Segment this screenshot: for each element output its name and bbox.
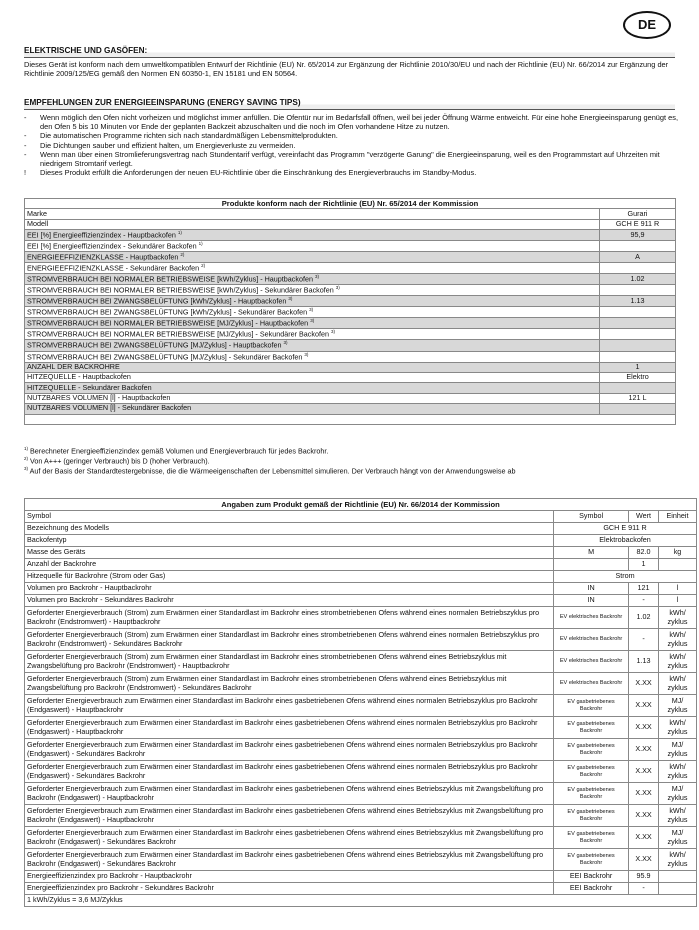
row-value: GCH E 911 R [554,523,697,535]
row-label-text: HITZEQUELLE - Hauptbackofen [27,372,131,382]
footnote-ref: 3) [310,318,315,324]
footnote-ref: 3) [330,329,335,335]
table-row [25,739,697,761]
row-label-text: NUTZBARES VOLUMEN [l] - Sekundärer Backofen [27,403,192,413]
header-unit: Einheit [659,511,697,523]
footnote-ref: 3) [288,296,293,302]
table-65-2014-title: Produkte konform nach der Richtlinie (EU) Nr. 65/2014 der Kommission [25,199,676,209]
row-unit: kWh/ zyklus [659,761,697,783]
row-value: X.XX [629,695,659,717]
table-row [25,547,697,559]
footnote-ref: 2) [201,263,206,269]
row-label-text: Marke [27,208,47,218]
table-row [25,209,676,219]
table-row [25,717,697,739]
row-symbol: EV gasbetriebenes Backrohr [554,761,629,783]
row-unit: kWh/ zyklus [659,629,697,651]
table-row [25,883,697,895]
row-value: Strom [554,571,697,583]
footnote [24,456,684,466]
row-value: - [629,629,659,651]
tip-marker: ! [24,168,27,178]
row-symbol: EV gasbetriebenes Backrohr [554,739,629,761]
table-row [25,783,697,805]
row-label: Volumen pro Backrohr - Sekundäres Backrohr [25,595,554,607]
table-row [25,351,676,362]
row-label [25,329,600,340]
footnote-ref: 3) [335,285,340,291]
conformity-paragraph: Dieses Gerät ist konform nach dem umweltkompatiblen Entwurf der Richtlinie (EU) Nr. 65/2014 zur Ergänzung der Richtlinie 2010/30/EU und nach der Richtlinie (EU) Nr. 66/2014 zur Ergänzung der Richtlinie 2009/125/EG gemäß den Normen EN 60350-1, EN 15181 und EN 50564. [24,60,669,79]
table-row [25,761,697,783]
row-value: 121 L [600,393,676,403]
footnote-number: 2) [24,456,29,462]
row-symbol: EV elektrisches Backrohr [554,651,629,673]
row-symbol: EV gasbetriebenes Backrohr [554,849,629,871]
tip-text: Die Dichtungen sauber und effizient halten, um Energieverluste zu vermeiden. [40,140,296,150]
row-value: 1.13 [600,296,676,307]
row-label: Geforderter Energieverbrauch (Strom) zum Erwärmen einer Standardlast im Backrohr eines strombetriebenen Ofens während eines normalen Betriebszyklus pro Backrohr (Endstromwert) - Hauptbackrohr [25,607,554,629]
section-title-oven: ELEKTRISCHE UND GASÖFEN: [24,46,675,58]
row-value: 1 [600,362,676,372]
row-label: Masse des Geräts [25,547,554,559]
row-unit [659,883,697,895]
table-row [25,827,697,849]
row-value: 1.13 [629,651,659,673]
row-symbol: EV gasbetriebenes Backrohr [554,695,629,717]
row-symbol: M [554,547,629,559]
row-value: 1.02 [600,274,676,285]
energy-tip [24,113,684,131]
table-row [25,307,676,318]
row-symbol: EEI Backrohr [554,871,629,883]
row-label-text: STROMVERBRAUCH BEI NORMALER BETRIEBSWEISE [MJ/Zyklus] - Hauptbackofen [27,318,309,328]
table-row [25,583,697,595]
row-unit: MJ/ zyklus [659,783,697,805]
row-unit: MJ/ zyklus [659,739,697,761]
row-symbol: EV gasbetriebenes Backrohr [554,717,629,739]
table-row [25,511,697,523]
row-label-text: STROMVERBRAUCH BEI ZWANGSBELÜFTUNG [MJ/Zyklus] - Hauptbackofen [27,340,282,350]
footnote-text: Berechneter Energieeffizienzindex gemäß Volumen und Energieverbrauch für jedes Backrohr. [30,446,329,456]
row-label-text: STROMVERBRAUCH BEI ZWANGSBELÜFTUNG [kWh/Zyklus] - Hauptbackofen [27,296,287,306]
row-symbol: EV elektrisches Backrohr [554,629,629,651]
row-value: X.XX [629,783,659,805]
table-row [25,695,697,717]
table-65-2014 [24,198,676,425]
row-label [25,340,600,351]
row-value [600,383,676,393]
row-symbol: IN [554,595,629,607]
empty-cell [25,414,676,424]
row-label: Geforderter Energieverbrauch (Strom) zum Erwärmen einer Standardlast im Backrohr eines strombetriebenen Ofens während eines normalen Betriebszyklus pro Backrohr (Endstromwert) - Sekundäres Backrohr [25,629,554,651]
tip-text: Wenn möglich den Ofen nicht vorheizen und möglichst immer anfüllen. Die Ofentür nur im Bedarfsfall öffnen, weil bei jeder Öffnung Wärme entweicht. Für eine hohe Energieeinsparung genügt es, den Ofen 5 bis 10 Minuten vor Ende der geplanten Backzeit abzuschalten und die noch im Ofen vorhandene Hitze zu nutzen. [40,113,678,132]
footnote-ref: 3) [304,351,309,357]
row-label [25,362,600,372]
row-label [25,404,600,414]
table-row [25,849,697,871]
row-label [25,274,600,285]
table-row [25,372,676,382]
footnote-ref: 3) [309,307,314,313]
row-value: X.XX [629,849,659,871]
table-row [25,362,676,372]
table-row-empty [25,414,676,424]
row-label [25,307,600,318]
row-label-text: STROMVERBRAUCH BEI ZWANGSBELÜFTUNG [kWh/Zyklus] - Sekundärer Backofen [27,307,308,317]
row-unit [659,559,697,571]
footnote [24,446,684,456]
row-value: X.XX [629,805,659,827]
table-row [25,523,697,535]
tip-marker: - [24,131,27,141]
table-footnotes [24,446,684,477]
row-symbol: EV gasbetriebenes Backrohr [554,805,629,827]
footnote-ref: 3) [314,274,319,280]
row-value: - [629,883,659,895]
row-value: X.XX [629,827,659,849]
tip-marker: - [24,113,27,122]
footnote-ref: 1) [177,230,182,236]
row-symbol [554,559,629,571]
row-value: 82.0 [629,547,659,559]
row-label: Geforderter Energieverbrauch zum Erwärmen einer Standardlast im Backrohr eines gasbetriebenen Ofens während eines Betriebszyklus mit Zwangsbelüftung pro Backrohr (Endgaswert) - Hauptbackrohr [25,805,554,827]
tip-text: Die automatischen Programme richten sich nach standardmäßigen Lebensmittelprodukten. [40,131,338,141]
row-symbol: EEI Backrohr [554,883,629,895]
header-symbol: Symbol [554,511,629,523]
row-label-text: ANZAHL DER BACKROHRE [27,361,120,371]
conversion-note: 1 kWh/Zyklus = 3,6 MJ/Zyklus [25,895,697,907]
row-unit: kWh/ zyklus [659,805,697,827]
row-label-text: EEI [%] Energieeffizienzindex - Hauptbackofen [27,230,176,240]
row-unit: kWh/ zyklus [659,673,697,695]
table-row [25,595,697,607]
table-66-2014-title: Angaben zum Produkt gemäß der Richtlinie (EU) Nr. 66/2014 der Kommission [25,499,697,511]
row-value [600,351,676,362]
section-title-energy-tips: EMPFEHLUNGEN ZUR ENERGIEEINSPARUNG (ENERGY SAVING TIPS) [24,98,675,110]
table-row [25,895,697,907]
row-label: Geforderter Energieverbrauch (Strom) zum Erwärmen einer Standardlast im Backrohr eines strombetriebenen Ofens während eines Betriebszyklus mit Zwangsbelüftung pro Backrohr (Endstromwert) - Hauptbackrohr [25,651,554,673]
language-badge: DE [623,11,671,39]
row-unit: kg [659,547,697,559]
row-value: 95.9 [629,871,659,883]
row-symbol: EV elektrisches Backrohr [554,673,629,695]
header-value: Wert [629,511,659,523]
row-unit: kWh/ zyklus [659,717,697,739]
row-label [25,285,600,296]
row-label: Anzahl der Backrohre [25,559,554,571]
row-unit: l [659,595,697,607]
row-unit [659,871,697,883]
table-66-2014 [24,498,697,907]
footnote-number: 1) [24,446,29,451]
row-unit: kWh/ zyklus [659,651,697,673]
table-row [25,383,676,393]
tip-marker: - [24,149,27,159]
row-label: Geforderter Energieverbrauch zum Erwärmen einer Standardlast im Backrohr eines gasbetriebenen Ofens während eines normalen Betriebszyklus pro Backrohr (Endgaswert) - Sekundäres Backrohr [25,761,554,783]
row-value [600,241,676,252]
row-label: Geforderter Energieverbrauch zum Erwärmen einer Standardlast im Backrohr eines gasbetriebenen Ofens während eines Betriebszyklus mit Zwangsbelüftung pro Backrohr (Endgaswert) - Sekundäres Backrohr [25,827,554,849]
row-symbol: IN [554,583,629,595]
row-label-text: HITZEQUELLE - Sekundärer Backofen [27,382,152,392]
table-row [25,230,676,241]
row-value: - [629,595,659,607]
row-label-text: STROMVERBRAUCH BEI NORMALER BETRIEBSWEISE [kWh/Zyklus] - Sekundärer Backofen [27,285,334,295]
row-value: Elektrobackofen [554,535,697,547]
row-unit: l [659,583,697,595]
row-label [25,219,600,229]
table-row [25,285,676,296]
row-value [600,340,676,351]
row-label-text: ENERGIEEFFIZIENZKLASSE - Hauptbackofen [27,252,179,262]
row-label-text: STROMVERBRAUCH BEI ZWANGSBELÜFTUNG [MJ/Zyklus] - Sekundärer Backofen [27,351,303,361]
row-label-text: EEI [%] Energieeffizienzindex - Sekundärer Backofen [27,241,197,251]
table-row [25,329,676,340]
row-label: Geforderter Energieverbrauch zum Erwärmen einer Standardlast im Backrohr eines gasbetriebenen Ofens während eines normalen Betriebszyklus pro Backrohr (Endgaswert) - Sekundäres Backrohr [25,739,554,761]
row-label: Hitzequelle für Backrohre (Strom oder Gas) [25,571,554,583]
row-value: 1.02 [629,607,659,629]
table-row [25,263,676,274]
tip-text: Wenn man über einen Stromlieferungsvertrag nach Stundentarif verfügt, vereinfacht das Programm "verzögerte Garung" die Energieeinsparung, weil es den Programmstart auf Uhrzeiten mit niedrigem Stromtarif verlegt. [40,149,660,168]
row-symbol: EV elektrisches Backrohr [554,607,629,629]
row-value [600,263,676,274]
row-value: 95,9 [600,230,676,241]
row-value: X.XX [629,761,659,783]
row-symbol: EV gasbetriebenes Backrohr [554,827,629,849]
row-label [25,372,600,382]
row-label: Backofentyp [25,535,554,547]
row-label [25,241,600,252]
table-row [25,404,676,414]
table-row [25,805,697,827]
row-label [25,209,600,219]
row-label: Geforderter Energieverbrauch zum Erwärmen einer Standardlast im Backrohr eines gasbetriebenen Ofens während eines Betriebszyklus mit Zwangsbelüftung pro Backrohr (Endgaswert) - Sekundäres Backrohr [25,849,554,871]
table-row [25,241,676,252]
footnote-ref: 3) [283,340,288,346]
row-unit: kWh/ zyklus [659,849,697,871]
row-value: X.XX [629,717,659,739]
tip-marker: - [24,140,27,150]
row-unit: MJ/ zyklus [659,827,697,849]
table-row [25,673,697,695]
row-unit: kWh/ zyklus [659,607,697,629]
row-value: 1 [629,559,659,571]
footnote-text: Auf der Basis der Standardtestergebnisse, die die Wärmeeigenschaften der Lebensmittel simulieren. Der Verbrauch hängt von der Anwendungsweise ab [29,466,516,476]
table-row [25,651,697,673]
row-label: Geforderter Energieverbrauch zum Erwärmen einer Standardlast im Backrohr eines gasbetriebenen Ofens während eines normalen Betriebszyklus pro Backrohr (Endgaswert) - Hauptbackrohr [25,695,554,717]
row-value: Elektro [600,372,676,382]
row-value: X.XX [629,673,659,695]
row-value: X.XX [629,739,659,761]
row-label [25,263,600,274]
footnote-number: 3) [24,466,29,472]
table-row [25,252,676,263]
row-label [25,252,600,263]
table-row [25,318,676,329]
row-label: Bezeichnung des Modells [25,523,554,535]
row-value [600,329,676,340]
row-label: Energieeffizienzindex pro Backrohr - Sekundäres Backrohr [25,883,554,895]
footnote [24,466,684,476]
table-row [25,274,676,285]
row-label-text: ENERGIEEFFIZIENZKLASSE - Sekundärer Backofen [27,263,200,273]
row-label [25,393,600,403]
row-label [25,296,600,307]
header-label: Symbol [25,511,554,523]
energy-tip [24,168,684,177]
row-label: Geforderter Energieverbrauch (Strom) zum Erwärmen einer Standardlast im Backrohr eines strombetriebenen Ofens während eines Betriebszyklus mit Zwangsbelüftung pro Backrohr (Endstromwert) - Sekundäres Backrohr [25,673,554,695]
table-row [25,607,697,629]
row-label: Geforderter Energieverbrauch zum Erwärmen einer Standardlast im Backrohr eines gasbetriebenen Ofens während eines normalen Betriebszyklus pro Backrohr (Endgaswert) - Hauptbackrohr [25,717,554,739]
row-label-text: STROMVERBRAUCH BEI NORMALER BETRIEBSWEISE [MJ/Zyklus] - Sekundärer Backofen [27,329,329,339]
row-label: Volumen pro Backrohr - Hauptbackrohr [25,583,554,595]
table-row [25,629,697,651]
row-label [25,318,600,329]
row-label-text: Modell [27,219,49,229]
row-label-text: STROMVERBRAUCH BEI NORMALER BETRIEBSWEISE [kWh/Zyklus] - Hauptbackofen [27,274,313,284]
row-label [25,383,600,393]
table-row [25,393,676,403]
row-value [600,285,676,296]
row-value [600,404,676,414]
table-row [25,296,676,307]
row-value [600,307,676,318]
row-value: A [600,252,676,263]
table-row [25,571,697,583]
row-value: Gurari [600,209,676,219]
energy-tip [24,131,684,140]
energy-tips-list [24,113,684,177]
row-value: GCH E 911 R [600,219,676,229]
row-symbol: EV gasbetriebenes Backrohr [554,783,629,805]
row-label [25,230,600,241]
table-row [25,871,697,883]
row-label: Energieeffizienzindex pro Backrohr - Hauptbackrohr [25,871,554,883]
footnote-text: Von A+++ (geringer Verbrauch) bis D (hoher Verbrauch). [30,456,210,466]
row-label: Geforderter Energieverbrauch zum Erwärmen einer Standardlast im Backrohr eines gasbetriebenen Ofens während eines Betriebszyklus mit Zwangsbelüftung pro Backrohr (Endgaswert) - Hauptbackrohr [25,783,554,805]
row-label-text: NUTZBARES VOLUMEN [l] - Hauptbackofen [27,393,171,403]
energy-tip [24,150,684,168]
row-value [600,318,676,329]
energy-tip [24,141,684,150]
row-label [25,351,600,362]
table-row [25,219,676,229]
table-row [25,559,697,571]
footnote-ref: 2) [180,252,185,258]
footnote-ref: 1) [198,241,203,247]
table-row [25,340,676,351]
row-value: 121 [629,583,659,595]
table-row [25,535,697,547]
row-unit: MJ/ zyklus [659,695,697,717]
tip-text: Dieses Produkt erfüllt die Anforderungen der neuen EU-Richtlinie über die Einschränkung des Energieverbrauchs im Standby-Modus. [40,168,477,178]
